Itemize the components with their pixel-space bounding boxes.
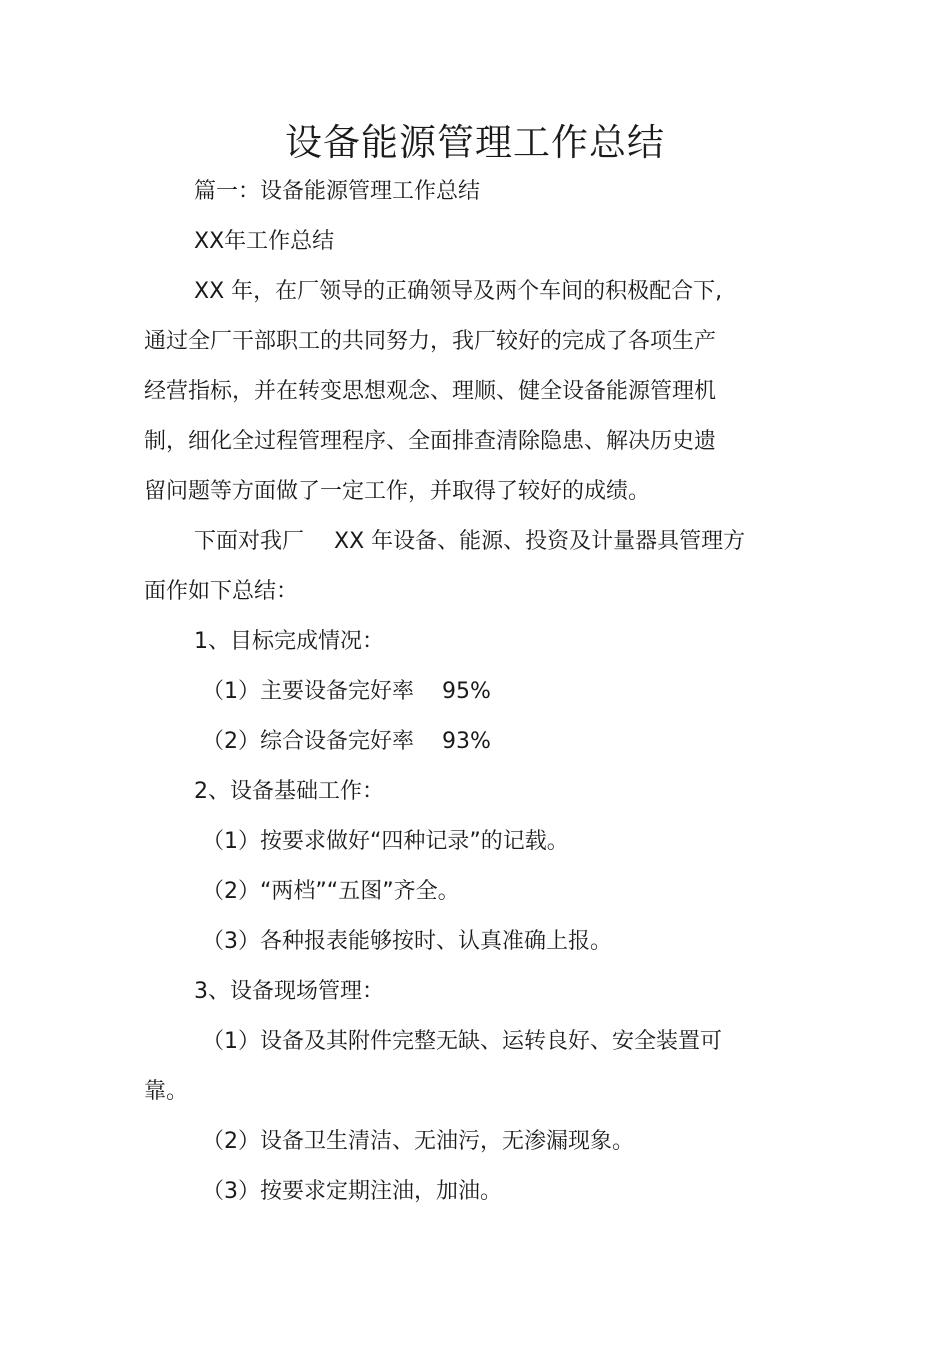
section2-heading: 2、设备基础工作： [194,779,384,804]
section1-item-2-value: 93% [442,729,491,754]
intro-line-4: 制，细化全过程管理程序、全面排查清除隐患、解决历史遗 [144,429,717,454]
section2-item-3: （3）各种报表能够按时、认真准确上报。 [202,929,612,954]
section2-item-2: （2）“两档”“五图”齐全。 [202,879,460,904]
intro-line-5: 留问题等方面做了一定工作，并取得了较好的成绩。 [144,479,651,504]
section-heading: XX年工作总结 [194,229,335,254]
section1-item-1-value: 95% [442,679,491,704]
summary-lead [194,527,745,557]
section3-item-1-continued: 靠。 [144,1079,189,1104]
section3-item-1: （1）设备及其附件完整无缺、运转良好、安全装置可 [202,1029,722,1054]
section1-item-1 [202,677,491,707]
section3-item-2: （2）设备卫生清洁、无油污，无渗漏现象。 [202,1129,634,1154]
intro-line-3: 经营指标，并在转变思想观念、理顺、健全设备能源管理机 [144,379,717,404]
section3-item-3: （3）按要求定期注油，加油。 [202,1179,502,1204]
section2-item-1: （1）按要求做好“四种记录”的记载。 [202,829,569,854]
section1-heading: 1、目标完成情况： [194,629,384,654]
document-title: 设备能源管理工作总结 [285,121,665,164]
section1-item-2 [202,727,491,757]
summary-lead-continued: 面作如下总结： [144,579,299,604]
intro-line-1: XX 年，在厂领导的正确领导及两个车间的积极配合下, [194,279,723,304]
subtitle: 篇一：设备能源管理工作总结 [194,179,481,204]
intro-line-2: 通过全厂干部职工的共同努力，我厂较好的完成了各项生产 [144,329,717,354]
section1-item-1-label: （1）主要设备完好率 [202,679,414,704]
summary-lead-part-2: XX 年设备、能源、投资及计量器具管理方 [334,529,746,554]
section3-heading: 3、设备现场管理： [194,979,384,1004]
summary-lead-part-1: 下面对我厂 [194,529,305,554]
section1-item-2-label: （2）综合设备完好率 [202,729,414,754]
